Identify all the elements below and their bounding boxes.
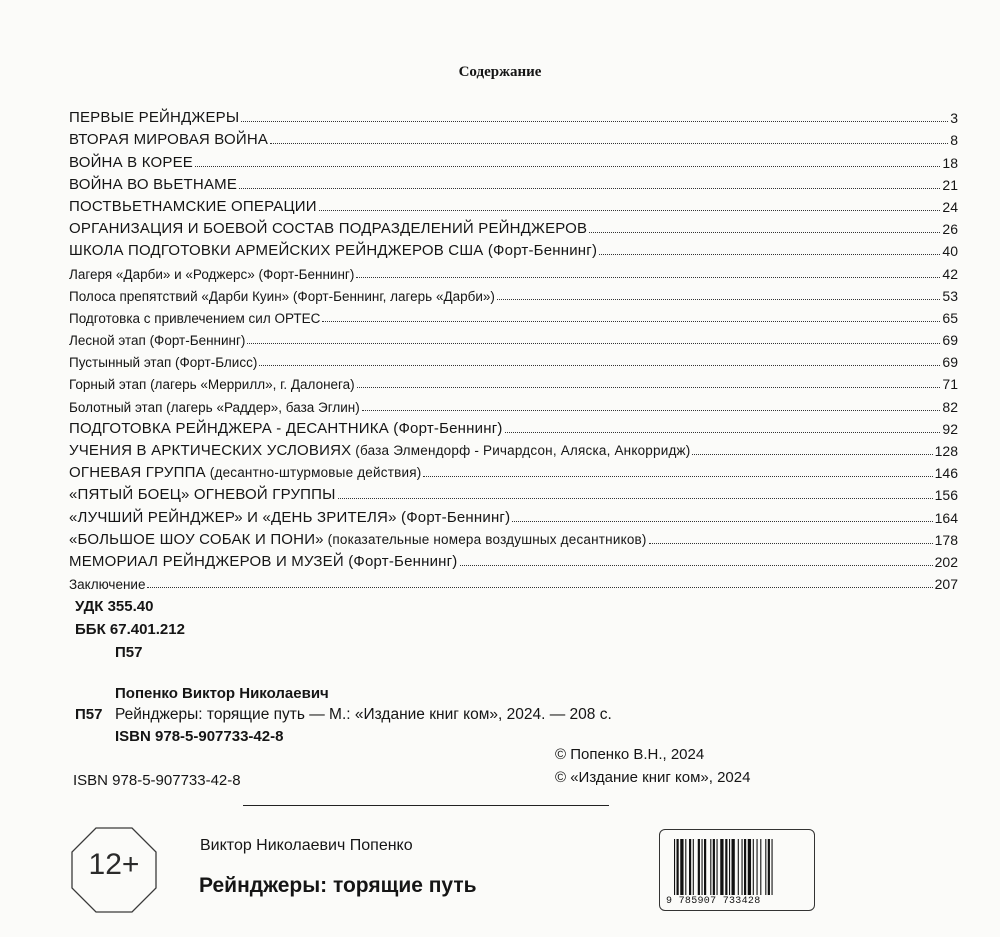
toc-entry-page: 40 <box>942 243 958 260</box>
toc-leader-dots <box>338 498 933 499</box>
toc-entry-page: 202 <box>934 553 958 570</box>
author-name: Попенко Виктор Николаевич <box>115 685 329 702</box>
toc-entry-subtitle: (база Элмендорф - Ричардсон, Аляска, Анкорридж) <box>351 443 691 458</box>
toc-leader-dots <box>505 432 941 433</box>
divider-line <box>243 805 609 806</box>
toc-entry <box>69 548 958 570</box>
isbn-bold: ISBN 978-5-907733-42-8 <box>115 728 284 745</box>
toc-entry-page: 21 <box>942 176 958 193</box>
toc-leader-dots <box>423 476 932 477</box>
toc-entry-page: 71 <box>942 376 958 393</box>
barcode-digits: 9 785907 733428 <box>666 896 761 907</box>
toc-entry-title <box>69 400 362 415</box>
toc-entry-title <box>69 176 239 193</box>
toc-entry-title <box>69 220 589 237</box>
toc-entry <box>69 326 958 348</box>
toc-entry <box>69 570 958 592</box>
toc-entry <box>69 193 958 215</box>
toc-entry <box>69 282 958 304</box>
udk-code: УДК 355.40 <box>75 598 154 615</box>
toc-entry-subtitle: (десантно-штурмовые действия) <box>205 465 422 481</box>
toc-leader-dots <box>195 166 940 167</box>
toc-entry <box>69 415 958 437</box>
toc-entry-title-main: Заключение <box>69 577 146 593</box>
toc-entry-page: 8 <box>950 132 958 149</box>
barcode-bars <box>674 839 800 895</box>
toc-entry-page: 146 <box>934 465 958 482</box>
toc-entry-title-main: «БОЛЬШОЕ ШОУ СОБАК И ПОНИ» <box>69 530 324 548</box>
barcode <box>659 829 815 911</box>
toc-entry-title-main: ПОСТВЬЕТНАМСКИЕ ОПЕРАЦИИ <box>69 197 317 215</box>
toc-entry <box>69 392 958 414</box>
toc-entry-page: 82 <box>942 398 958 415</box>
toc-entry-page: 53 <box>942 287 958 304</box>
toc-leader-dots <box>692 454 932 455</box>
toc-leader-dots <box>319 210 941 211</box>
copyright-publisher: © «Издание книг ком», 2024 <box>555 769 751 786</box>
author-mark: П57 <box>115 644 143 661</box>
bbk-code: ББК 67.401.212 <box>75 621 185 638</box>
toc-leader-dots <box>589 232 940 233</box>
toc-entry-title <box>69 267 356 282</box>
toc-entry-title <box>69 531 649 548</box>
toc-entry-page: 92 <box>942 420 958 437</box>
toc-entry-page: 69 <box>942 354 958 371</box>
toc-leader-dots <box>649 543 933 544</box>
toc-entry-page: 156 <box>934 487 958 504</box>
toc-entry-title <box>69 333 247 348</box>
author-mark-left: П57 <box>75 706 103 723</box>
toc-entry-page: 24 <box>942 198 958 215</box>
toc-entry-page: 42 <box>942 265 958 282</box>
toc-leader-dots <box>239 188 940 189</box>
toc-entry-title <box>69 289 497 304</box>
toc-entry <box>69 304 958 326</box>
toc-entry-title <box>69 198 319 215</box>
toc-entry-title-main: ВТОРАЯ МИРОВАЯ ВОЙНА <box>69 131 269 149</box>
toc-entry <box>69 503 958 525</box>
toc-entry <box>69 104 958 126</box>
toc-entry <box>69 237 958 259</box>
toc-entry <box>69 171 958 193</box>
toc-entry-page: 69 <box>942 332 958 349</box>
toc-entry-title-main: ОРГАНИЗАЦИЯ И БОЕВОЙ СОСТАВ ПОДРАЗДЕЛЕНИЙ РЕЙНДЖЕРОВ <box>69 220 588 238</box>
toc-entry-title-main: ШКОЛА ПОДГОТОВКИ АРМЕЙСКИХ РЕЙНДЖЕРОВ США (Форт-Беннинг) <box>69 242 598 260</box>
toc-entry-title <box>69 154 195 171</box>
toc-entry-title <box>69 509 512 526</box>
toc-entry <box>69 215 958 237</box>
toc-entry-title-main: «ПЯТЫЙ БОЕЦ» ОГНЕВОЙ ГРУППЫ <box>69 486 336 504</box>
copyright-author: © Попенко В.Н., 2024 <box>555 746 705 763</box>
toc-entry-title <box>69 355 259 370</box>
toc-entry-title-main: ПЕРВЫЕ РЕЙНДЖЕРЫ <box>69 109 240 127</box>
toc-entry-page: 18 <box>942 154 958 171</box>
toc-leader-dots <box>460 565 933 566</box>
toc-leader-dots <box>247 343 940 344</box>
toc-entry-title <box>69 131 270 148</box>
toc-entry-title <box>69 486 338 503</box>
toc-entry-page: 65 <box>942 309 958 326</box>
toc-entry <box>69 526 958 548</box>
toc-entry-title <box>69 420 505 437</box>
toc-leader-dots <box>147 587 932 588</box>
toc-entry-title-main: Полоса препятствий «Дарби Куин» (Форт-Беннинг, лагерь «Дарби») <box>69 288 495 304</box>
toc-entry <box>69 370 958 392</box>
toc-entry <box>69 481 958 503</box>
book-description: Рейнджеры: торящие путь — М.: «Издание книг ком», 2024. — 208 с. <box>115 706 612 723</box>
toc-entry-subtitle: (показательные номера воздушных десантников) <box>323 531 647 547</box>
toc-entry-title-main: МЕМОРИАЛ РЕЙНДЖЕРОВ И МУЗЕЙ (Форт-Беннинг) <box>69 552 458 570</box>
footer-book-title: Рейнджеры: торящие путь <box>199 874 477 897</box>
toc-leader-dots <box>241 121 948 122</box>
toc-leader-dots <box>497 299 941 300</box>
toc-entry-page: 3 <box>950 110 958 127</box>
toc-entry-page: 128 <box>934 443 958 459</box>
footer-author: Виктор Николаевич Попенко <box>200 837 413 854</box>
toc-entry <box>69 459 958 481</box>
toc-entry-title <box>69 109 241 126</box>
toc-entry-title <box>69 311 322 326</box>
toc-leader-dots <box>362 410 941 411</box>
toc-entry-page: 178 <box>934 531 958 548</box>
table-of-contents <box>69 104 958 592</box>
toc-leader-dots <box>356 277 940 278</box>
toc-entry-title <box>69 553 460 570</box>
toc-heading: Содержание <box>458 64 542 80</box>
toc-entry-title-main: ПОДГОТОВКА РЕЙНДЖЕРА - ДЕСАНТНИКА (Форт-Беннинг) <box>69 419 503 437</box>
toc-entry-title <box>69 464 423 481</box>
toc-entry-title-main: Болотный этап (лагерь «Раддер», база Эглин) <box>69 399 360 415</box>
toc-leader-dots <box>270 143 948 144</box>
toc-leader-dots <box>512 521 932 522</box>
age-rating-text: 12+ <box>88 848 140 881</box>
toc-entry-title-main: ВОЙНА В КОРЕЕ <box>69 153 193 171</box>
toc-entry-title <box>69 442 692 459</box>
toc-entry-title <box>69 577 147 592</box>
toc-entry-page: 207 <box>934 576 958 593</box>
toc-entry <box>69 437 958 459</box>
toc-entry <box>69 348 958 370</box>
toc-entry-title-main: «ЛУЧШИЙ РЕЙНДЖЕР» И «ДЕНЬ ЗРИТЕЛЯ» (Форт-Беннинг) <box>69 508 511 526</box>
toc-entry-title-main: ВОЙНА ВО ВЬЕТНАМЕ <box>69 175 238 193</box>
toc-leader-dots <box>599 254 940 255</box>
toc-leader-dots <box>357 387 941 388</box>
toc-entry-title-main: Лагеря «Дарби» и «Роджерс» (Форт-Беннинг) <box>69 266 355 282</box>
toc-entry-title-main: УЧЕНИЯ В АРКТИЧЕСКИХ УСЛОВИЯХ <box>69 442 352 459</box>
toc-leader-dots <box>259 365 940 366</box>
toc-entry-title-main: Подготовка с привлечением сил ОРТЕС <box>69 310 321 326</box>
toc-entry-title <box>69 377 357 392</box>
toc-entry-title-main: ОГНЕВАЯ ГРУППА <box>69 464 206 482</box>
toc-entry-title <box>69 242 599 259</box>
isbn-plain: ISBN 978-5-907733-42-8 <box>73 772 241 789</box>
toc-entry <box>69 148 958 170</box>
toc-entry-title-main: Горный этап (лагерь «Меррилл», г. Далонега) <box>69 377 355 393</box>
toc-entry-title-main: Лесной этап (Форт-Беннинг) <box>69 333 246 349</box>
toc-entry-title-main: Пустынный этап (Форт-Блисс) <box>69 355 258 371</box>
toc-entry-page: 164 <box>934 509 958 526</box>
toc-entry <box>69 259 958 281</box>
toc-entry <box>69 126 958 148</box>
toc-entry-page: 26 <box>942 221 958 238</box>
toc-leader-dots <box>322 321 940 322</box>
